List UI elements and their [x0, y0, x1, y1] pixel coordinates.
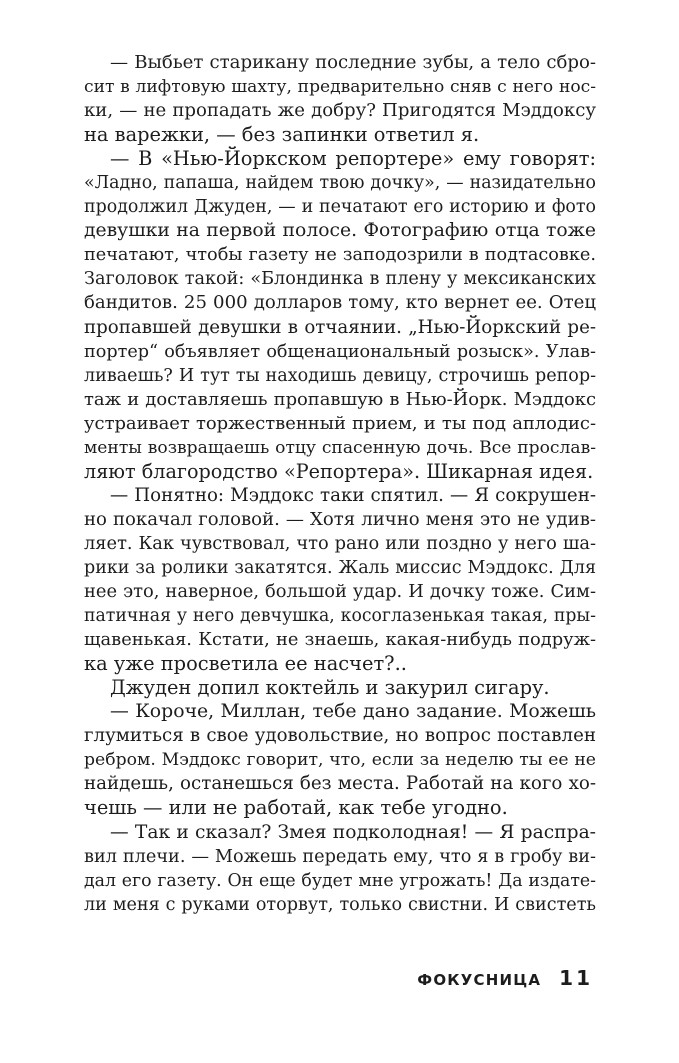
text-line: — Выбьет старикану последние зубы, а тело сбро-: [110, 52, 596, 73]
text-line: ляет. Как чувствовал, что рано или поздно у него ша-: [84, 532, 596, 554]
text-line: — Короче, Миллан, тебе дано задание. Можешь: [110, 701, 596, 723]
page-number: 11: [559, 966, 593, 990]
text-line: — Так и сказал? Змея подколодная! — Я распра-: [110, 821, 596, 843]
text-line: пропавшей девушки в отчаянии. „Нью-Йоркский ре-: [84, 316, 596, 338]
text-line: «Ладно, папаша, найдем твою дочку», — назидательно: [84, 173, 596, 194]
text-line: глумиться в свое удовольствие, но вопрос поставлен: [84, 725, 596, 747]
text-line: ли меня с руками оторвут, только свистни. И свистеть: [84, 894, 596, 915]
text-line: ребром. Мэддокс говорит, что, если за неделю ты ее не: [84, 750, 596, 771]
text-line: — Понятно: Мэддокс таки спятил. — Я сокрушен-: [110, 484, 596, 506]
text-line: нее это, наверное, большой удар. И дочку тоже. Сим-: [84, 581, 596, 603]
text-line: печатают, чтобы газету не заподозрили в подтасовке.: [84, 245, 596, 266]
text-line: девушки на первой полосе. Фотографию отца тоже: [84, 220, 596, 242]
text-line: устраивает торжественный прием, и ты под аплодис-: [84, 412, 596, 434]
text-line: портер“ объявляет общенациональный розыск». Улав-: [84, 341, 596, 362]
text-line: но покачал головой. — Хотя лично меня это не удив-: [84, 508, 596, 530]
text-line: продолжил Джуден, — и печатают его историю и фото: [84, 197, 596, 218]
text-line: дал его газету. Он еще будет мне угрожать! Да издате-: [84, 870, 596, 891]
text-line: ливаешь? И тут ты находишь девицу, строчишь репор-: [84, 365, 596, 386]
body-text: [84, 51, 596, 917]
running-title: ФОКУСНИЦА: [417, 971, 542, 989]
text-line: рики за ролики закатятся. Жаль миссис Мэддокс. Для: [84, 557, 596, 578]
text-line: Заголовок такой: «Блондинка в плену у мексиканских: [84, 269, 596, 290]
text-line: менты возвращаешь отцу спасенную дочь. Все прослав-: [84, 437, 596, 458]
text-line: — В «Нью-Йоркском репортере» ему говорят:: [110, 147, 596, 171]
text-line: чешь — или не работай, как тебе угодно.: [84, 796, 508, 820]
text-line: сит в лифтовую шахту, предварительно сняв с него нос-: [84, 77, 596, 98]
text-line: таж и доставляешь пропавшую в Нью-Йорк. Мэддокс: [84, 388, 596, 410]
text-line: Джуден допил коктейль и закурил сигару.: [110, 676, 550, 700]
text-line: ки, — не пропадать же добру? Пригодятся Мэддоксу: [84, 100, 596, 122]
text-line: найдешь, останешься без места. Работай на кого хо-: [84, 773, 596, 795]
text-line: ка уже просветила ее насчет?..: [84, 652, 407, 676]
text-line: бандитов. 25 000 долларов тому, кто вернет ее. Отец: [84, 292, 596, 314]
page-footer: [417, 966, 593, 996]
text-line: ляют благородство «Репортера». Шикарная идея.: [84, 459, 594, 483]
text-line: патичная у него девчушка, косоглазенькая такая, пры-: [84, 606, 596, 627]
text-line: щавенькая. Кстати, не знаешь, какая-нибудь подруж-: [84, 629, 596, 651]
text-line: на варежки, — без запинки ответил я.: [84, 123, 480, 147]
text-line: вил плечи. — Можешь передать ему, что я в гробу ви-: [84, 846, 596, 867]
